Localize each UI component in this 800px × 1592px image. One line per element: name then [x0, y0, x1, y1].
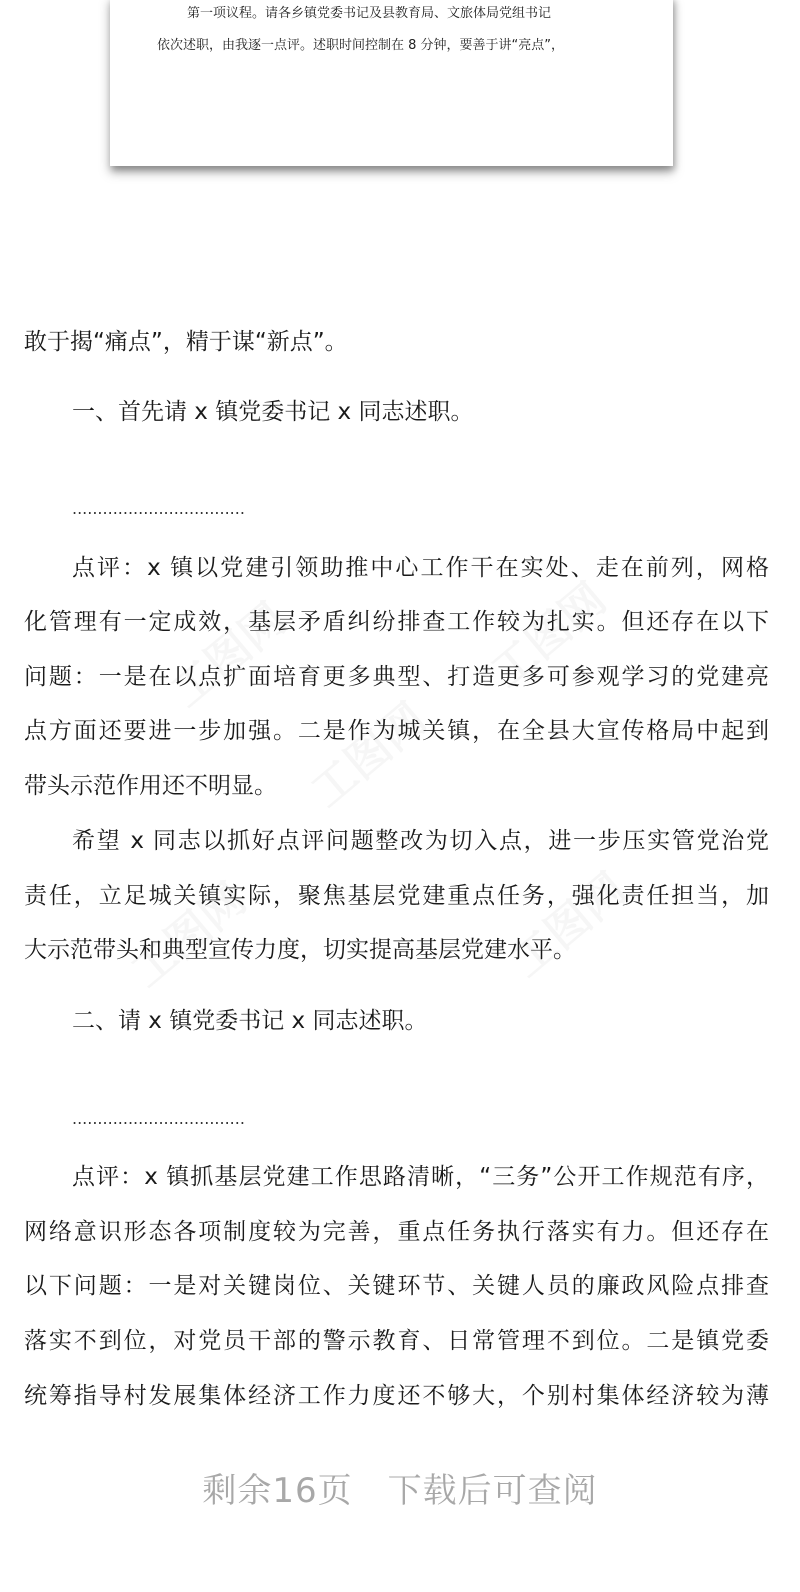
comment-line: 化管理有一定成效，基层矛盾纠纷排查工作较为扎实。但还存在以下 — [24, 609, 769, 635]
comment-line: 点方面还要进一步加强。二是作为城关镇，在全县大宣传格局中起到 — [24, 718, 769, 744]
comment-line: 问题：一是在以点扩面培育更多典型、打造更多可参观学习的党建亮 — [24, 664, 769, 690]
paragraph-continuation: 敢于揭“痛点”，精于谋“新点”。 — [24, 329, 348, 355]
comment-line: 落实不到位，对党员干部的警示教育、日常管理不到位。二是镇党委 — [24, 1328, 769, 1354]
hope-line: 大示范带头和典型宣传力度，切实提高基层党建水平。 — [24, 937, 576, 963]
document-preview-card — [110, 0, 673, 166]
hope-line: 责任，立足城关镇实际，聚焦基层党建重点任务，强化责任担当，加 — [24, 883, 769, 909]
section-heading: 二、请 x 镇党委书记 x 同志述职。 — [72, 1008, 428, 1034]
preview-text-line: 第一项议程。请各乡镇党委书记及县教育局、文旅体局党组书记 — [187, 6, 552, 21]
ellipsis-placeholder: .................................. — [72, 499, 245, 518]
remaining-pages-notice[interactable]: 剩余16页 下载后可查阅 — [202, 1471, 598, 1511]
hope-line: 希望 x 同志以抓好点评问题整改为切入点，进一步压实管党治党 — [72, 828, 769, 854]
comment-line: 统筹指导村发展集体经济工作力度还不够大，个别村集体经济较为薄 — [24, 1383, 769, 1409]
comment-line: 带头示范作用还不明显。 — [24, 773, 277, 799]
comment-line: 点评：x 镇抓基层党建工作思路清晰，“三务”公开工作规范有序， — [72, 1164, 769, 1190]
comment-line: 以下问题：一是对关键岗位、关键环节、关键人员的廉政风险点排查 — [24, 1273, 769, 1299]
watermark — [495, 855, 637, 989]
preview-text-line: 依次述职，由我逐一点评。述职时间控制在 8 分钟，要善于讲“亮点”， — [157, 38, 565, 53]
comment-line: 点评：x 镇以党建引领助推中心工作干在实处、走在前列，网格 — [72, 555, 769, 581]
ellipsis-placeholder: .................................. — [72, 1109, 245, 1128]
watermark — [155, 585, 297, 719]
section-heading: 一、首先请 x 镇党委书记 x 同志述职。 — [72, 399, 474, 425]
comment-line: 网络意识形态各项制度较为完善，重点任务执行落实有力。但还存在 — [24, 1219, 769, 1245]
